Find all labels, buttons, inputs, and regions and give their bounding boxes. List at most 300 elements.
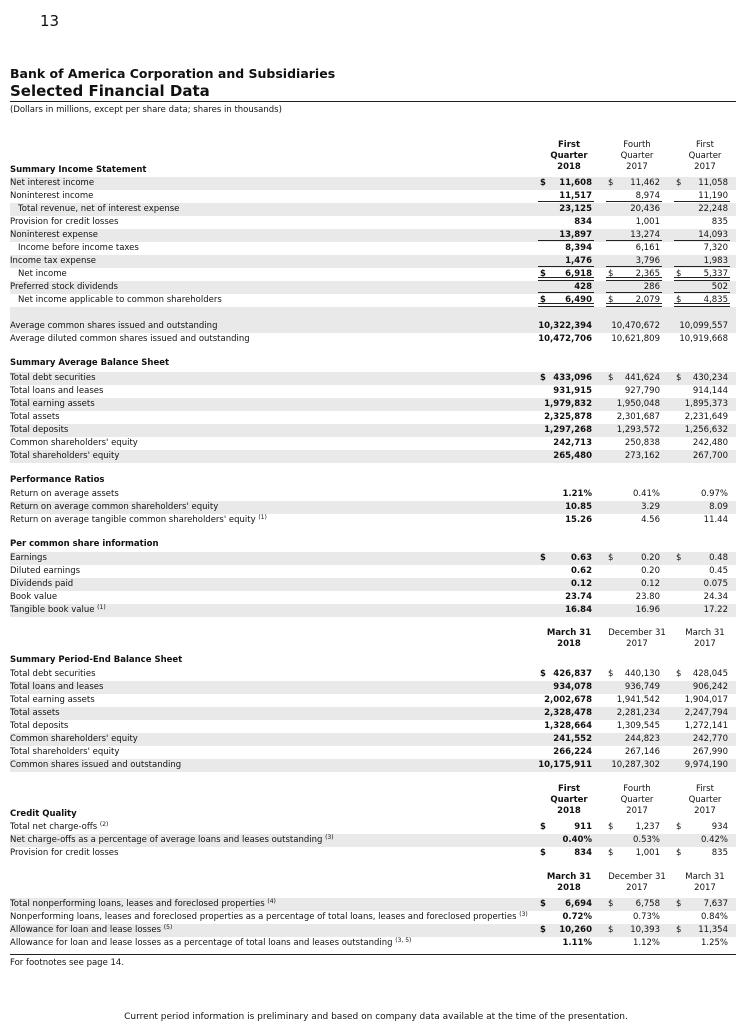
- value-cell: 914,144: [692, 386, 728, 396]
- value-cell: 1,001: [635, 848, 660, 858]
- table-row: [10, 216, 736, 229]
- value-cell: 2,281,234: [616, 708, 660, 718]
- column-header-line: 2017: [626, 806, 648, 816]
- value-cell: 428,045: [692, 669, 728, 679]
- underline: [538, 201, 594, 202]
- value-cell: 1.12%: [632, 938, 660, 948]
- value-cell: 16.96: [635, 605, 660, 615]
- value-cell: 834: [574, 848, 592, 858]
- value-cell: 1,309,545: [616, 721, 660, 731]
- row-label: Net interest income: [10, 178, 95, 188]
- footnote: For footnotes see page 14.: [10, 958, 125, 968]
- value-cell: 242,770: [692, 734, 728, 744]
- table-row: [10, 501, 736, 514]
- value-cell: 2,325,878: [544, 412, 592, 422]
- underline: [606, 201, 662, 202]
- table-row: [10, 668, 736, 681]
- value-cell: 0.53%: [632, 835, 660, 845]
- value-cell: 3.29: [641, 502, 660, 512]
- column-header-line: Quarter: [620, 795, 654, 805]
- value-cell: 7,320: [703, 243, 728, 253]
- value-cell: 244,823: [624, 734, 660, 744]
- value-cell: 10,919,668: [679, 334, 728, 344]
- dollar-sign: $: [608, 925, 614, 935]
- page-title: Selected Financial Data: [10, 82, 210, 100]
- column-header-line: 2017: [626, 639, 648, 649]
- dollar-sign: $: [676, 669, 682, 679]
- section-heading-avg_balance: Summary Average Balance Sheet: [10, 358, 170, 368]
- value-cell: 9,974,190: [684, 760, 728, 770]
- double-underline: [674, 303, 730, 307]
- value-cell: 23.74: [565, 592, 592, 602]
- table-row: [10, 488, 736, 501]
- value-cell: 242,480: [692, 438, 728, 448]
- value-cell: 241,552: [553, 734, 592, 744]
- value-cell: 1.25%: [700, 938, 728, 948]
- table-row: [10, 937, 736, 950]
- column-header-line: March 31: [685, 628, 725, 638]
- section-heading-per_share: Per common share information: [10, 539, 159, 549]
- row-label: Total loans and leases: [10, 386, 104, 396]
- value-cell: 8,394: [565, 243, 592, 253]
- dollar-sign: $: [676, 553, 682, 563]
- value-cell: 1,476: [565, 256, 592, 266]
- value-cell: 0.42%: [700, 835, 728, 845]
- value-cell: 1,272,141: [684, 721, 728, 731]
- table-row: [10, 733, 736, 746]
- bottom-rule: [10, 954, 736, 955]
- dollar-sign: $: [676, 269, 682, 279]
- value-cell: 2,231,649: [684, 412, 728, 422]
- dollar-sign: $: [540, 553, 546, 563]
- value-cell: 10,472,706: [538, 334, 592, 344]
- value-cell: 2,328,478: [544, 708, 592, 718]
- table-row: [10, 294, 736, 307]
- value-cell: 23.80: [635, 592, 660, 602]
- table-row: [10, 190, 736, 203]
- value-cell: 835: [711, 848, 728, 858]
- value-cell: 0.73%: [632, 912, 660, 922]
- row-label: Average diluted common shares issued and outstanding: [10, 334, 250, 344]
- value-cell: 2,079: [635, 295, 660, 305]
- value-cell: 1,237: [635, 822, 660, 832]
- dollar-sign: $: [608, 553, 614, 563]
- value-cell: 0.20: [641, 566, 660, 576]
- value-cell: 0.84%: [700, 912, 728, 922]
- column-header: [534, 140, 604, 173]
- value-cell: 10,621,809: [611, 334, 660, 344]
- dollar-sign: $: [676, 925, 682, 935]
- value-cell: 1,904,017: [684, 695, 728, 705]
- column-header-line: March 31: [546, 628, 592, 638]
- row-label: Total assets: [10, 708, 60, 718]
- row-label: Tangible book value $^{(1)}$: [10, 604, 106, 615]
- underline: [606, 240, 662, 241]
- dollar-sign: $: [540, 669, 546, 679]
- value-cell: 1,983: [703, 256, 728, 266]
- column-header-line: 2018: [557, 162, 581, 172]
- dollar-sign: $: [540, 295, 546, 305]
- table-row: [10, 746, 736, 759]
- dollar-sign: $: [540, 925, 546, 935]
- value-cell: 502: [711, 282, 728, 292]
- value-cell: 11.44: [703, 515, 728, 525]
- value-cell: 242,713: [553, 438, 592, 448]
- value-cell: 267,700: [692, 451, 728, 461]
- dollar-sign: $: [608, 669, 614, 679]
- row-label: Allowance for loan and lease losses $^{(5)}$: [10, 924, 173, 935]
- table-row: [10, 229, 736, 242]
- value-cell: 6,490: [565, 295, 592, 305]
- value-cell: 7,637: [703, 899, 728, 909]
- table-row: [10, 707, 736, 720]
- value-cell: 428: [574, 282, 592, 292]
- value-cell: 6,694: [565, 899, 592, 909]
- value-cell: 24.34: [703, 592, 728, 602]
- footnote-ref: (3, 5): [395, 937, 412, 944]
- bottom-note: Current period information is preliminary and based on company data available at the time of the presentation.: [124, 1012, 628, 1022]
- value-cell: 22,248: [698, 204, 728, 214]
- value-cell: 1.11%: [562, 938, 592, 948]
- row-label: Common shareholders' equity: [10, 734, 138, 744]
- underline: [606, 266, 662, 267]
- value-cell: 1,297,268: [544, 425, 592, 435]
- table-row: [10, 255, 736, 268]
- column-header-line: December 31: [608, 628, 666, 638]
- value-cell: 2,301,687: [616, 412, 660, 422]
- row-label: Total earning assets: [10, 695, 95, 705]
- column-header-line: 2017: [694, 162, 716, 172]
- value-cell: 906,242: [692, 682, 728, 692]
- row-label: Net charge-offs as a percentage of average loans and leases outstanding $^{(3)}$: [10, 834, 334, 845]
- value-cell: 11,058: [698, 178, 728, 188]
- column-header-line: 2017: [694, 883, 716, 893]
- row-label: Total nonperforming loans, leases and foreclosed properties $^{(4)}$: [10, 898, 276, 909]
- value-cell: 8.09: [709, 502, 728, 512]
- column-header: [670, 784, 740, 817]
- value-cell: 267,146: [624, 747, 660, 757]
- column-header-line: Quarter: [620, 151, 654, 161]
- value-cell: 10,322,394: [538, 321, 592, 331]
- dollar-sign: $: [676, 373, 682, 383]
- value-cell: 4.56: [641, 515, 660, 525]
- row-label: Common shareholders' equity: [10, 438, 138, 448]
- value-cell: 10.85: [565, 502, 592, 512]
- footnote-ref: (1): [258, 514, 267, 521]
- value-cell: 11,517: [559, 191, 592, 201]
- value-cell: 0.41%: [632, 489, 660, 499]
- table-row: [10, 385, 736, 398]
- value-cell: 6,758: [635, 899, 660, 909]
- dollar-sign: $: [676, 822, 682, 832]
- company-name: Bank of America Corporation and Subsidiaries: [10, 66, 336, 81]
- value-cell: 2,365: [635, 269, 660, 279]
- dollar-sign: $: [608, 899, 614, 909]
- table-row: [10, 177, 736, 190]
- column-header: [602, 784, 672, 817]
- value-cell: 10,260: [559, 925, 592, 935]
- subtitle: (Dollars in millions, except per share data; shares in thousands): [10, 105, 282, 115]
- dollar-sign: $: [608, 822, 614, 832]
- dollar-sign: $: [608, 269, 614, 279]
- value-cell: 440,130: [624, 669, 660, 679]
- row-label: Total deposits: [10, 425, 69, 435]
- table-row: [10, 333, 736, 346]
- value-cell: 10,470,672: [611, 321, 660, 331]
- column-header-line: Fourth: [623, 784, 651, 794]
- value-cell: 17.22: [703, 605, 728, 615]
- row-label: Return on average assets: [10, 489, 119, 499]
- table-row: [10, 911, 736, 924]
- footnote-ref: (5): [163, 924, 173, 931]
- row-label: Total debt securities: [10, 669, 96, 679]
- value-cell: 0.45: [709, 566, 728, 576]
- value-cell: 1.21%: [562, 489, 592, 499]
- table-row: [10, 281, 736, 294]
- dollar-sign: $: [676, 178, 682, 188]
- value-cell: 1,256,632: [684, 425, 728, 435]
- value-cell: 3,796: [635, 256, 660, 266]
- column-header-line: 2018: [557, 806, 581, 816]
- value-cell: 11,354: [698, 925, 728, 935]
- dollar-sign: $: [540, 899, 546, 909]
- column-header-line: 2017: [626, 883, 648, 893]
- row-label: Provision for credit losses: [10, 848, 119, 858]
- column-header: [670, 140, 740, 173]
- row-label: Diluted earnings: [10, 566, 81, 576]
- underline: [674, 292, 730, 293]
- section-heading-performance: Performance Ratios: [10, 475, 105, 485]
- row-label: Nonperforming loans, leases and foreclosed properties as a percentage of total loans, leases and foreclosed properties $^{(3)}$: [10, 911, 528, 922]
- value-cell: 11,608: [559, 178, 592, 188]
- value-cell: 1,895,373: [684, 399, 728, 409]
- table-row: [10, 203, 736, 216]
- dollar-sign: $: [608, 848, 614, 858]
- row-label: Provision for credit losses: [10, 217, 119, 227]
- value-cell: 834: [574, 217, 592, 227]
- column-header-line: 2017: [694, 639, 716, 649]
- value-cell: 11,190: [698, 191, 728, 201]
- column-header: [534, 872, 604, 894]
- footnote-ref: (1): [97, 604, 106, 611]
- column-header: [670, 628, 740, 650]
- value-cell: 0.62: [571, 566, 592, 576]
- value-cell: 13,897: [559, 230, 592, 240]
- table-row: [10, 681, 736, 694]
- value-cell: 0.97%: [700, 489, 728, 499]
- value-cell: 931,915: [553, 386, 592, 396]
- table-row: [10, 437, 736, 450]
- value-cell: 6,918: [565, 269, 592, 279]
- value-cell: 1,941,542: [616, 695, 660, 705]
- value-cell: 0.40%: [562, 835, 592, 845]
- value-cell: 426,837: [553, 669, 592, 679]
- column-header-line: First: [557, 784, 581, 794]
- table-row: [10, 694, 736, 707]
- table-row: [10, 552, 736, 565]
- row-label: Earnings: [10, 553, 47, 563]
- value-cell: 273,162: [624, 451, 660, 461]
- column-header-line: First: [696, 140, 714, 150]
- row-label: Total shareholders' equity: [10, 451, 120, 461]
- table-row: [10, 372, 736, 385]
- dollar-sign: $: [608, 373, 614, 383]
- dollar-sign: $: [608, 178, 614, 188]
- column-header: [670, 872, 740, 894]
- value-cell: 0.12: [571, 579, 592, 589]
- value-cell: 927,790: [624, 386, 660, 396]
- row-label: Return on average common shareholders' equity: [10, 502, 219, 512]
- column-header: [602, 628, 672, 650]
- value-cell: 0.63: [571, 553, 592, 563]
- value-cell: 20,436: [630, 204, 660, 214]
- value-cell: 1,979,832: [544, 399, 592, 409]
- underline: [606, 292, 662, 293]
- table-row: [10, 398, 736, 411]
- table-row: [10, 834, 736, 847]
- dollar-sign: $: [540, 373, 546, 383]
- value-cell: 0.48: [709, 553, 728, 563]
- value-cell: 250,838: [624, 438, 660, 448]
- table-row: [10, 847, 736, 860]
- column-header-line: Quarter: [688, 795, 722, 805]
- value-cell: 934: [711, 822, 728, 832]
- table-row: [10, 924, 736, 937]
- value-cell: 0.72%: [562, 912, 592, 922]
- title-rule: [10, 101, 736, 102]
- value-cell: 1,293,572: [616, 425, 660, 435]
- double-underline: [538, 303, 594, 307]
- column-header-line: 2017: [626, 162, 648, 172]
- value-cell: 14,093: [698, 230, 728, 240]
- column-header-line: Fourth: [623, 140, 651, 150]
- double-underline: [606, 303, 662, 307]
- row-label: Allowance for loan and lease losses as a percentage of total loans and leases outstanding $^{(3, 5)}$: [10, 937, 412, 948]
- footnote-ref: (3): [519, 911, 528, 918]
- value-cell: 6,161: [635, 243, 660, 253]
- table-row: [10, 578, 736, 591]
- row-label: Return on average tangible common shareholders' equity $^{(1)}$: [10, 514, 267, 525]
- value-cell: 10,393: [630, 925, 660, 935]
- value-cell: 441,624: [624, 373, 660, 383]
- column-header: [534, 784, 604, 817]
- row-label: Noninterest income: [10, 191, 94, 201]
- row-label: Total debt securities: [10, 373, 96, 383]
- value-cell: 267,990: [692, 747, 728, 757]
- footnote-ref: (2): [99, 821, 109, 828]
- table-row: [10, 411, 736, 424]
- dollar-sign: $: [540, 822, 546, 832]
- column-header-line: March 31: [546, 872, 592, 882]
- table-row: [10, 759, 736, 772]
- table-row: [10, 424, 736, 437]
- page-number: 13: [40, 12, 60, 30]
- row-label: Average common shares issued and outstanding: [10, 321, 218, 331]
- row-label: Dividends paid: [10, 579, 74, 589]
- table-row: [10, 604, 736, 617]
- value-cell: 10,175,911: [538, 760, 592, 770]
- row-label: Total net charge-offs $^{(2)}$: [10, 821, 109, 832]
- value-cell: 835: [711, 217, 728, 227]
- dollar-sign: $: [540, 269, 546, 279]
- value-cell: 936,749: [624, 682, 660, 692]
- column-header: [602, 140, 672, 173]
- table-row: [10, 320, 736, 333]
- row-label: Preferred stock dividends: [10, 282, 118, 292]
- column-header-line: Quarter: [550, 151, 588, 161]
- column-header-line: Quarter: [550, 795, 588, 805]
- underline: [674, 266, 730, 267]
- underline: [538, 240, 594, 241]
- column-header-line: First: [696, 784, 714, 794]
- value-cell: 0.12: [641, 579, 660, 589]
- row-label: Income tax expense: [10, 256, 97, 266]
- value-cell: 10,287,302: [611, 760, 660, 770]
- table-row: [10, 268, 736, 281]
- value-cell: 1,328,664: [544, 721, 592, 731]
- column-header-line: December 31: [608, 872, 666, 882]
- value-cell: 11,462: [630, 178, 660, 188]
- row-label: Net income applicable to common shareholders: [18, 295, 222, 305]
- underline: [538, 292, 594, 293]
- section-heading-period_end: Summary Period-End Balance Sheet: [10, 655, 183, 665]
- column-header: [534, 628, 604, 650]
- column-header-line: 2017: [694, 806, 716, 816]
- table-row: [10, 898, 736, 911]
- row-label: Book value: [10, 592, 58, 602]
- value-cell: 266,224: [553, 747, 592, 757]
- row-label: Total deposits: [10, 721, 69, 731]
- row-label: Total revenue, net of interest expense: [18, 204, 180, 214]
- footnote-ref: (3): [325, 834, 334, 841]
- column-header-line: March 31: [685, 872, 725, 882]
- value-cell: 911: [574, 822, 592, 832]
- underline: [674, 201, 730, 202]
- footnote-ref: (4): [267, 898, 276, 905]
- value-cell: 265,480: [553, 451, 592, 461]
- row-label: Noninterest expense: [10, 230, 99, 240]
- dollar-sign: $: [676, 848, 682, 858]
- value-cell: 2,247,794: [684, 708, 728, 718]
- spacer-row: [10, 307, 736, 320]
- dollar-sign: $: [676, 899, 682, 909]
- value-cell: 4,835: [703, 295, 728, 305]
- value-cell: 1,001: [635, 217, 660, 227]
- dollar-sign: $: [540, 848, 546, 858]
- column-header: [602, 872, 672, 894]
- column-header-line: 2018: [557, 639, 581, 649]
- value-cell: 16.84: [565, 605, 592, 615]
- table-row: [10, 591, 736, 604]
- dollar-sign: $: [540, 178, 546, 188]
- row-label: Common shares issued and outstanding: [10, 760, 182, 770]
- table-row: [10, 514, 736, 527]
- row-label: Total earning assets: [10, 399, 95, 409]
- row-label: Net income: [18, 269, 67, 279]
- value-cell: 2,002,678: [544, 695, 592, 705]
- table-row: [10, 450, 736, 463]
- dollar-sign: $: [676, 295, 682, 305]
- value-cell: 0.075: [703, 579, 728, 589]
- row-label: Total assets: [10, 412, 60, 422]
- column-header-line: 2018: [557, 883, 581, 893]
- value-cell: 23,125: [559, 204, 592, 214]
- dollar-sign: $: [608, 295, 614, 305]
- value-cell: 286: [643, 282, 660, 292]
- column-header-line: Quarter: [688, 151, 722, 161]
- value-cell: 8,974: [635, 191, 660, 201]
- table-row: [10, 565, 736, 578]
